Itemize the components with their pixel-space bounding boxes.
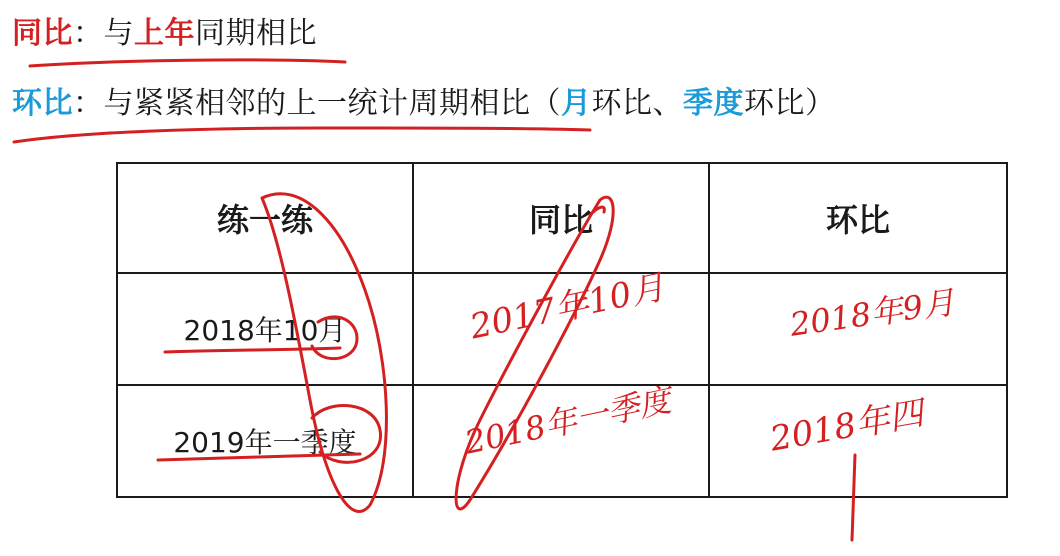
mom-emphasis-month: 月 [561, 86, 592, 121]
yoy-term: 同比 [12, 16, 73, 51]
handwritten-row1-yoy: 2017年10月 [466, 267, 669, 348]
yoy-colon: ： [73, 16, 104, 51]
yoy-emphasis: 上年 [134, 16, 195, 51]
table-header-row [117, 163, 1007, 273]
mom-pre: 与紧紧相邻的上一统计周期相比（ [103, 86, 561, 121]
row1-period: 2018年10月 [117, 273, 413, 385]
underline-mom-definition [14, 128, 590, 142]
header-mom: 环比 [709, 163, 1007, 273]
yoy-pre: 与 [103, 16, 134, 51]
handwritten-row2-yoy: 2018年一季度 [461, 380, 675, 462]
mom-definition [12, 84, 836, 124]
handwritten-row1-mom: 2018年9月 [787, 283, 958, 344]
mom-mid: 环比、 [591, 86, 683, 121]
mom-emphasis-quarter: 季度 [683, 86, 744, 121]
header-yoy: 同比 [413, 163, 709, 273]
header-practice: 练一练 [117, 163, 413, 273]
underline-yoy-definition [30, 60, 345, 66]
row2-period: 2019年一季度 [117, 385, 413, 497]
mom-colon: ： [73, 86, 104, 121]
mom-post: 环比） [744, 86, 836, 121]
yoy-post: 同期相比 [195, 16, 317, 51]
handwritten-row2-mom: 2018年四 [767, 393, 927, 460]
mom-term: 环比 [12, 86, 73, 121]
yoy-definition [12, 14, 317, 54]
